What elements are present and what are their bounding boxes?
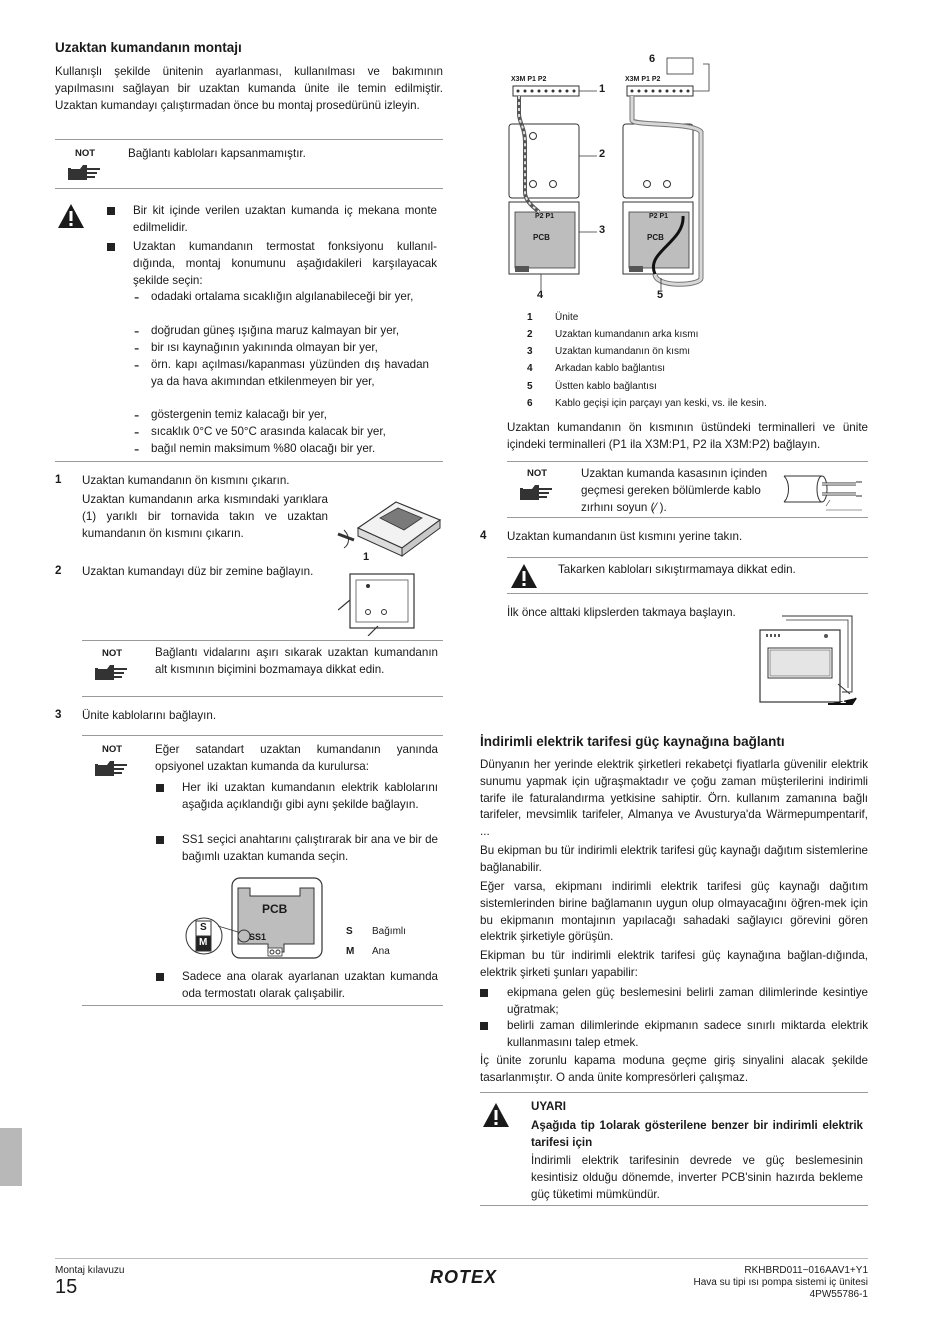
tariff-paragraph: İç ünite zorunlu kapama moduna geçme giriş sinyalini alacak şekilde tasarlanmıştır. O anda ünite kompresörleri çalışmaz. <box>480 1054 868 1084</box>
pcb-terminal-label: P2 P1 <box>535 213 555 220</box>
location-item: sıcaklık 0°C ve 50°C arasında kalacak bir yer, <box>151 425 386 438</box>
figure-callout: 6 <box>649 53 656 65</box>
step4-text: Uzaktan kumandanın üst kısmını yerine takın. <box>507 530 743 543</box>
switch-s-position: S <box>200 922 207 933</box>
location-item: bağıl nemin maksimum %80 olacağı bir yer. <box>151 442 376 455</box>
warning-icon <box>57 203 85 234</box>
legend-number: 1 <box>527 312 533 323</box>
figure-callout: 4 <box>537 289 544 301</box>
step3-text: Ünite kablolarını bağlayın. <box>82 709 217 722</box>
bullet-square <box>480 989 488 997</box>
footer-doc-type: Montaj kılavuzu <box>55 1265 125 1276</box>
step-number: 4 <box>480 529 487 542</box>
footer-divider <box>55 1258 868 1259</box>
bullet-square <box>156 973 164 981</box>
page-number: 15 <box>55 1276 78 1298</box>
note-hand-icon <box>95 663 129 688</box>
location-item: bir ısı kaynağının yakınında olmayan bir yer, <box>151 341 378 354</box>
divider <box>55 188 443 189</box>
wiring-diagram-figure <box>505 52 720 304</box>
divider <box>55 461 443 462</box>
legend-number: 4 <box>527 363 533 374</box>
warning-text: Takarken kabloları sıkıştırmamaya dikkat edin. <box>558 563 796 576</box>
note-hand-icon <box>95 759 129 784</box>
location-item: örn. kapı açılması/kapanması yüzünden dış havadan ya da hava akımından etkilenmeyen bir yer, <box>151 358 429 388</box>
dash: - <box>134 441 140 458</box>
divider <box>82 735 443 736</box>
footer-product: Hava su tipi ısı pompa sistemi iç ünitesi <box>693 1277 868 1288</box>
warning-bullet: Uzaktan kumandanın termostat fonksiyonu kullanıl-dığında, montaj konumunu aşağıdakileri karşılayacak şekilde seçin: <box>133 240 437 287</box>
clip-instruction: İlk önce alttaki klipslerden takmaya başlayın. <box>507 606 736 619</box>
switch-m-position: M <box>199 937 208 948</box>
dash: - <box>134 357 140 374</box>
warning-title: UYARI <box>531 1100 567 1113</box>
location-item: odadaki ortalama sıcaklığın algılanabileceği bir yer, <box>151 290 414 303</box>
figure-callout: 2 <box>599 148 606 160</box>
divider <box>507 557 868 558</box>
bullet-square <box>156 836 164 844</box>
tariff-paragraph: Ekipman bu tür indirimli elektrik tarifesi güç kaynağına bağlan-dığında, elektrik şirketi şunları yapabilir: <box>480 949 868 979</box>
tariff-paragraph: Eğer varsa, ekipmanı indirimli elektrik tarifesi güç kaynağı dağıtım sistemlerinden birine bağlamanın uygun olup olmayacağını öğren-mek için bu ekipmanın montajının yapılacağı sahadaki sağlayıcı görevini gören elektrik şirketiyle görüşün. <box>480 880 868 944</box>
note-text: Uzaktan kumanda kasasının içinden geçmesi gereken bölümlerde kablo zırhını soyun (⁄ ). <box>581 467 768 514</box>
warning-icon <box>510 563 538 594</box>
note-bullet: SS1 seçici anahtarını çalıştırarak bir ana ve bir de bağımlı uzaktan kumanda seçin. <box>182 833 438 863</box>
location-item: göstergenin temiz kalacağı bir yer, <box>151 408 327 421</box>
note-text: Bağlantı kabloları kapsanmamıştır. <box>128 147 306 160</box>
warning-icon <box>482 1102 510 1133</box>
warning-body: İndirimli elektrik tarifesinin devrede ve güç beslemesinin kesintisiz olduğu dönemde, inverter PCB'sinin hazırda bekleme güç tüketimi mümkündür. <box>531 1154 863 1201</box>
note-tag: NOT <box>527 468 548 479</box>
bullet-square <box>156 784 164 792</box>
divider <box>507 461 868 462</box>
section-heading-tariff: İndirimli elektrik tarifesi güç kaynağına bağlantı <box>480 734 785 749</box>
section-heading-remote-install: Uzaktan kumandanın montajı <box>55 40 242 55</box>
tariff-bullet: ekipmana gelen güç beslemesini belirli zaman dilimlerinde kesintiye uğratmak; <box>507 986 868 1016</box>
step1-body: Uzaktan kumandanın arka kısmındaki yarıklara (1) yarıklı bir tornavida takın ve uzaktan kumandanın ön kısmını çıkarın. <box>82 493 328 540</box>
legend-text: Uzaktan kumandanın ön kısmı <box>555 346 691 357</box>
terminal-label: X3M P1 P2 <box>625 76 661 83</box>
legend-number: 5 <box>527 381 533 392</box>
divider <box>82 640 443 641</box>
terminal-paragraph: Uzaktan kumandanın ön kısmının üstündeki terminalleri ve ünite içindeki terminalleri (P1 ila X3M:P1, P2 ila X3M:P2) bağlayın. <box>507 421 868 451</box>
note-hand-icon <box>520 483 554 508</box>
pcb-ss1-figure <box>180 876 330 961</box>
dash: - <box>134 424 140 441</box>
note-text: Bağlantı vidalarını aşırı sıkarak uzaktan kumandanın alt kısmının biçimini bozmamaya dikkat edin. <box>155 646 438 676</box>
footer-code: 4PW55786-1 <box>809 1289 868 1300</box>
dash: - <box>134 289 140 306</box>
figure-callout: 1 <box>599 83 606 95</box>
divider <box>480 1092 868 1093</box>
legend-text: Arkadan kablo bağlantısı <box>555 363 666 374</box>
bullet-square <box>107 243 115 251</box>
dash: - <box>134 323 140 340</box>
pcb-label: PCB <box>262 902 288 916</box>
legend-key: S <box>346 926 353 937</box>
legend-text: Kablo geçişi için parçayı yan keski, vs. ile kesin. <box>555 398 767 409</box>
step2-text: Uzaktan kumandayı düz bir zemine bağlayın. <box>82 565 314 578</box>
step-number: 3 <box>55 708 62 721</box>
cable-stripping-figure <box>782 470 868 519</box>
tariff-paragraph: Dünyanın her yerinde elektrik şirketleri rekabetçi fiyatlarla güvenilir elektrik sunumu yapmak için uğraşmaktadır ve çoğu zaman müşterilerini indirimli tarife ile faturalandırma yetkisine sahiptir. Örn. kullanım zamanına bağlı tarifeler, mevsimlik tarifeler, Almanya ve Avusturya'da Wärmepumpentarif, ... <box>480 758 868 839</box>
warning-subtitle: Aşağıda tip 1olarak gösterilene benzer bir indirimli elektrik tarifesi için <box>531 1119 863 1149</box>
step-number: 2 <box>55 564 62 577</box>
dash: - <box>134 340 140 357</box>
step-number: 1 <box>55 473 62 486</box>
legend-value: Bağımlı <box>372 926 406 937</box>
chapter-tab <box>0 1128 22 1186</box>
legend-number: 6 <box>527 398 533 409</box>
note-tag: NOT <box>75 148 96 159</box>
pcb-terminal-label: P2 P1 <box>649 213 669 220</box>
divider <box>82 696 443 697</box>
figure-callout: 5 <box>657 289 664 301</box>
legend-number: 2 <box>527 329 533 340</box>
divider <box>480 1205 868 1206</box>
terminal-label: X3M P1 P2 <box>511 76 547 83</box>
note-bullet: Her iki uzaktan kumandanın elektrik kablolarını aşağıda açıklandığı gibi aynı şekilde bağlayın. <box>182 781 438 811</box>
legend-value: Ana <box>372 946 390 957</box>
bullet-square <box>480 1022 488 1030</box>
bullet-square <box>107 207 115 215</box>
wall-mount-figure <box>338 570 438 641</box>
tariff-bullet: belirli zaman dilimlerinde ekipmanın sadece sınırlı miktarda elektrik kullanmasını talep etmek. <box>507 1019 868 1049</box>
note-bullet: Sadece ana olarak ayarlanan uzaktan kumanda oda termostatı olarak çalışabilir. <box>182 970 438 1000</box>
legend-text: Uzaktan kumandanın arka kısmı <box>555 329 699 340</box>
location-item: doğrudan güneş ışığına maruz kalmayan bir yer, <box>151 324 400 337</box>
remote-front-removal-figure <box>336 490 446 577</box>
divider <box>82 1005 443 1006</box>
footer-model: RKHBRD011~016AAV1+Y1 <box>744 1265 868 1276</box>
pcb-label: PCB <box>533 233 550 242</box>
pcb-label: PCB <box>647 233 664 242</box>
ss1-label: SS1 <box>249 932 267 942</box>
legend-text: Ünite <box>555 312 579 323</box>
figure-callout: 1 <box>363 551 370 563</box>
tariff-paragraph: Bu ekipman bu tür indirimli elektrik tarifesi güç kaynağı dağıtım sistemlerine bağlanabilir. <box>480 844 868 874</box>
note-tag: NOT <box>102 648 123 659</box>
step1-title: Uzaktan kumandanın ön kısmını çıkarın. <box>82 474 290 487</box>
legend-number: 3 <box>527 346 533 357</box>
legend-key: M <box>346 946 355 957</box>
divider <box>55 139 443 140</box>
intro-paragraph: Kullanışlı şekilde ünitenin ayarlanması, kullanılması ve bakımının yapılmasını sağlayan bir uzaktan kumanda ünite ile temin edilmiştir. Uzaktan kumandayı çalıştırmadan önce bu montaj prosedürünü izleyin. <box>55 65 443 112</box>
divider <box>507 593 868 594</box>
note-text: Eğer satandart uzaktan kumandanın yanında opsiyonel uzaktan kumanda da kurulursa: <box>155 743 438 773</box>
figure-callout: 3 <box>599 224 606 236</box>
divider <box>507 517 868 518</box>
note-hand-icon <box>68 163 102 188</box>
legend-text: Üstten kablo bağlantısı <box>555 381 657 392</box>
dash: - <box>134 407 140 424</box>
brand-logo: ROTEX <box>430 1267 498 1287</box>
note-tag: NOT <box>102 744 123 755</box>
figure-callout: 1 <box>840 694 847 706</box>
warning-bullet: Bir kit içinde verilen uzaktan kumanda iç mekana monte edilmelidir. <box>133 204 437 234</box>
